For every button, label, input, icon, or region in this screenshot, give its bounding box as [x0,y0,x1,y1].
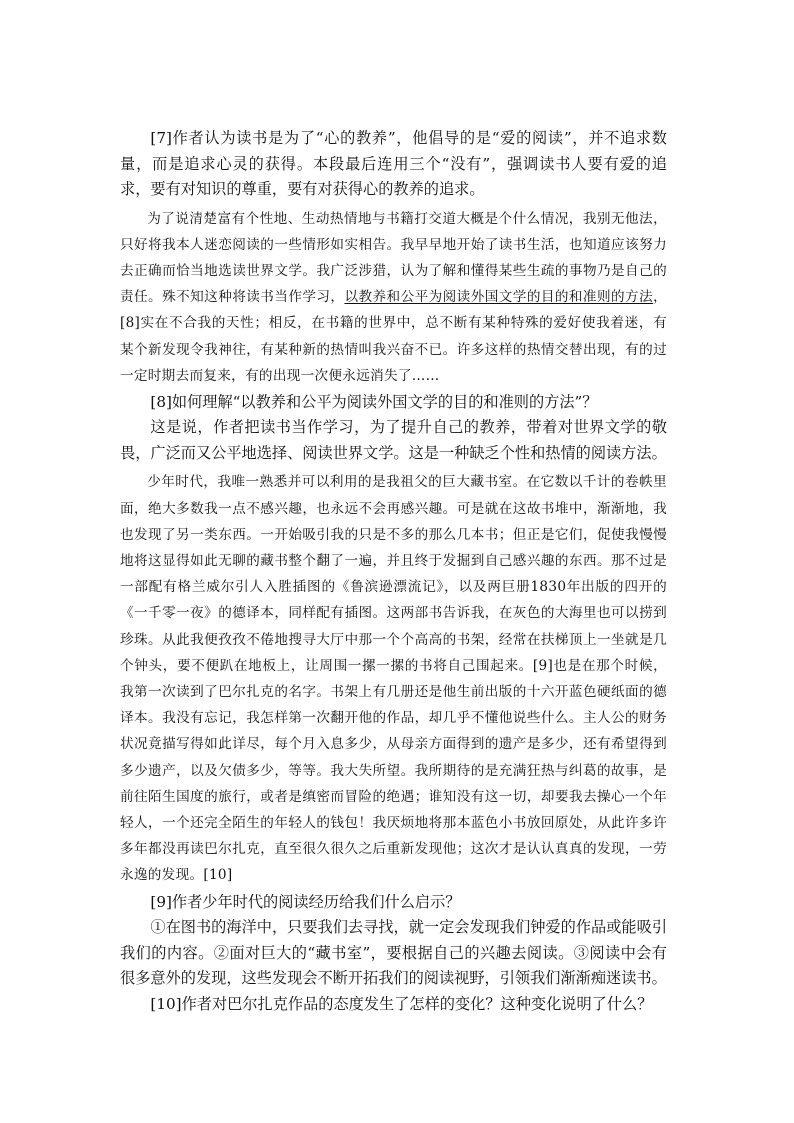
answer-7: [7]作者认为读书是为了“心的教养”，他倡导的是“爱的阅读”，并不追求数量，而是追求心灵的获得。本段最后连用三个“没有”，强调读书人要有爱的追求，要有对知识的尊重，要有对获得心的教养的追求。 [120,129,667,198]
passage-paragraph-1 [120,206,667,389]
question-8: [8]如何理解“以教养和公平为阅读外国文学的目的和准则的方法”？ [150,392,598,411]
document-body [120,126,667,1017]
question-10: [10]作者对巴尔扎克作品的态度发生了怎样的变化？这种变化说明了什么？ [150,994,653,1013]
answer-9: ①在图书的海洋中，只要我们去寻找，就一定会发现我们钟爱的作品或能吸引我们的内容。②面对巨大的“藏书室”，要根据自己的兴趣去阅读。③阅读中会有很多意外的发现，这些发现会不断开拓我们的阅读视野，引领我们渐渐痴迷读书。 [120,918,667,988]
answer-8: 这是说，作者把读书当作学习，为了提升自己的教养，带着对世界文学的敬畏，广泛而又公平地选择、阅读世界文学。这是一种缺乏个性和热情的阅读方法。 [120,418,667,462]
underlined-phrase: 以教养和公平为阅读外国文学的目的和准则的方法 [344,289,654,306]
passage-1-text-after: ，[8]实在不合我的天性；相反，在书籍的世界中，总不断有某种特殊的爱好使我着迷，有某个新发现令我神往，有某种新的热情叫我兴奋不已。许多这样的热情交替出现，有的过一定时期去而复来，有的出现一次便永远消失了…… [120,289,667,384]
question-9: [9]作者少年时代的阅读经历给我们什么启示？ [150,892,461,911]
passage-1-text-before: 为了说清楚富有个性地、生动热情地与书籍打交道大概是个什么情况，我别无他法，只好将我本人迷恋阅读的一些情形如实相告。我早早地开始了读书生活，也知道应该努力去正确而恰当地选读世界文学。我广泛涉猎，认为了解和懂得某些生疏的事物乃是自己的责任。殊不知这种将读书当作学习， [120,210,667,306]
passage-paragraph-2: 少年时代，我唯一熟悉并可以利用的是我祖父的巨大藏书室。在它数以千计的卷帙里面，绝大多数我一点不感兴趣，也永远不会再感兴趣。可是就在这故书堆中，渐渐地，我也发现了另一类东西。一开始吸引我的只是不多的那么几本书；但正是它们，促使我慢慢地将这显得如此无聊的藏书整个翻了一遍，并且终于发掘到自己感兴趣的东西。那不过是一部配有格兰威尔引人入胜插图的《鲁滨逊漂流记》，以及两巨册1830年出版的四开的《一千零一夜》的德译本，同样配有插图。这两部书告诉我，在灰色的大海里也可以捞到珍珠。从此我便孜孜不倦地搜寻大厅中那一个个高高的书架，经常在扶梯顶上一坐就是几个钟头，要不便趴在地板上，让周围一摞一摞的书将自己围起来。[9]也是在那个时候，我第一次读到了巴尔扎克的名字。书架上有几册还是他生前出版的十六开蓝色硬纸面的德译本。我没有忘记，我怎样第一次翻开他的作品，却几乎不懂他说些什么。主人公的财务状况竟描写得如此详尽，每个月入息多少，从母亲方面得到的遗产是多少，还有希望得到多少遗产，以及欠债多少，等等。我大失所望。我所期待的是充满狂热与纠葛的故事，是前往陌生国度的旅行，或者是缜密而冒险的绝遇；谁知没有这一切，却要我去操心一个年轻人，一个还完全陌生的年轻人的钱包！我厌烦地将那本蓝色小书放回原处，从此许多许多年都没再读巴尔扎克，直至很久很久之后重新发现他；这次才是认认真真的发现，一劳永逸的发现。[10] [120,474,667,884]
